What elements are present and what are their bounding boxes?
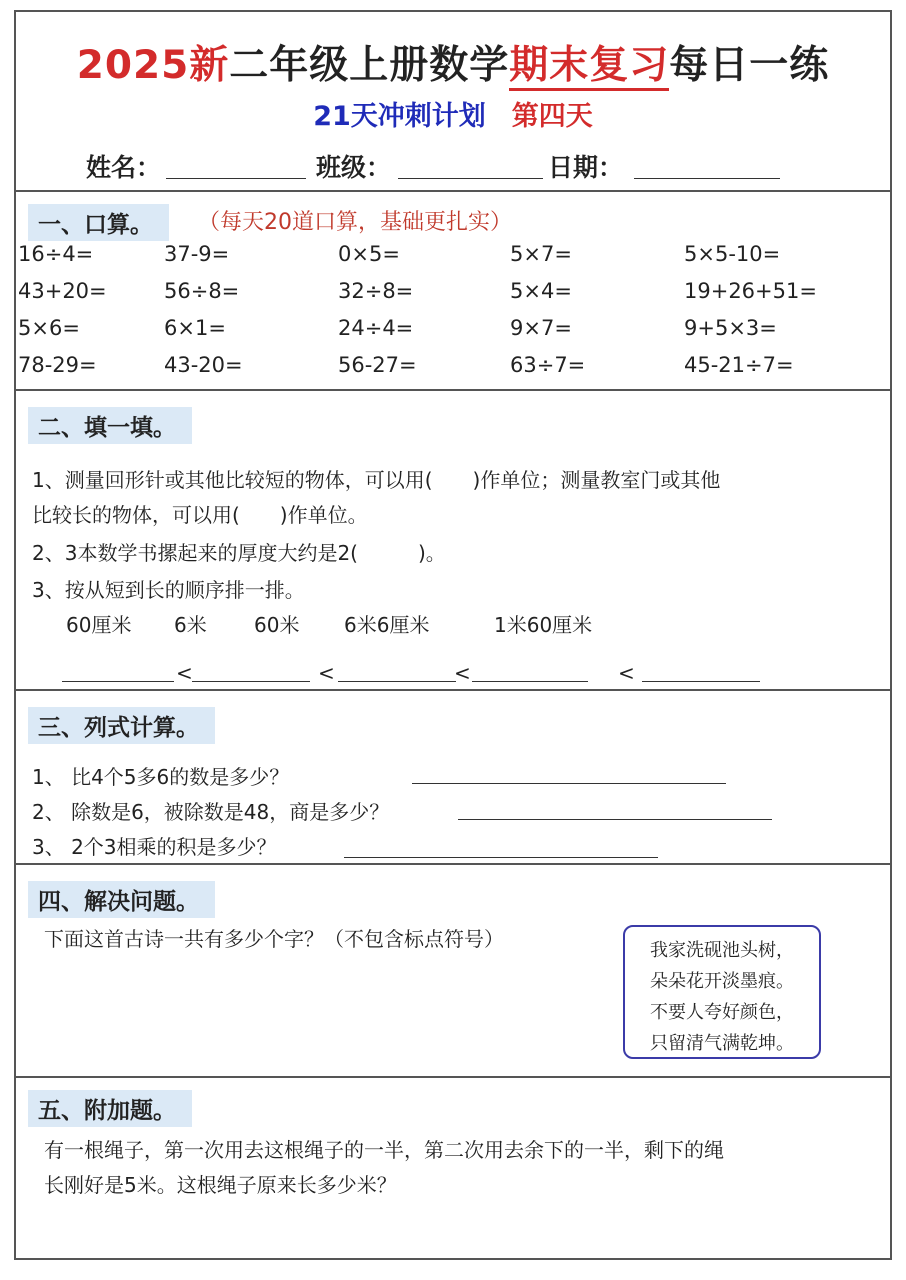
bonus-line-1: 有一根绳子，第一次用去这根绳子的一半，第二次用去余下的一半，剩下的绳 [44,1138,724,1162]
calc-item: 63÷7= [510,353,586,377]
order-blank-5[interactable] [642,681,760,682]
less-than-1: < [176,661,193,685]
calc-item: 78-29= [18,353,97,377]
q3: 3、按从短到长的顺序排一排。 [32,578,305,602]
title-highlight: 期末复习 [509,43,669,91]
item-5: 1米60厘米 [494,613,593,637]
title-end: 每日一练 [669,43,830,88]
eq-question-3: 3、 2个3相乘的积是多少？ [32,835,277,859]
section5-title: 五、附加题。 [28,1090,192,1127]
section-fill-blank [16,391,890,691]
calc-item: 5×5-10= [684,242,781,266]
problem-question: 下面这首古诗一共有多少个字？（不包含标点符号） [44,927,504,951]
section1-title: 一、口算。 [28,204,169,241]
date-label: 日期： [548,153,624,182]
subtitle-day: 第四天 [511,101,593,132]
header [16,12,890,192]
date-field[interactable] [634,178,780,179]
calc-item: 32÷8= [338,279,414,303]
calc-item: 45-21÷7= [684,353,794,377]
calc-item: 6×1= [164,316,226,340]
subtitle-plan: 21天冲刺计划 [313,101,486,132]
poem-line-4: 只留清气满乾坤。 [650,1033,794,1054]
item-1: 60厘米 [66,613,132,637]
title-year: 2025新 [76,43,230,88]
class-field[interactable] [398,178,543,179]
eq-answer-2[interactable] [458,819,772,820]
order-blank-2[interactable] [192,681,310,682]
calc-item: 43+20= [18,279,107,303]
name-label: 姓名： [86,153,162,182]
calc-item: 9×7= [510,316,572,340]
item-3: 60米 [254,613,300,637]
bonus-line-2: 长刚好是5米。这根绳子原来长多少米？ [44,1173,397,1197]
section3-title: 三、列式计算。 [28,707,215,744]
less-than-2: < [318,661,335,685]
item-2: 6米 [174,613,207,637]
order-blank-4[interactable] [472,681,588,682]
poem-line-3: 不要人夸好颜色， [650,1002,794,1023]
page-title [16,34,890,90]
calc-item: 0×5= [338,242,400,266]
section-problem-solving [16,865,890,1078]
section4-title: 四、解决问题。 [28,881,215,918]
eq-question-1: 1、 比4个5多6的数是多少？ [32,765,290,789]
calc-item: 16÷4= [18,242,94,266]
calc-item: 9+5×3= [684,316,777,340]
less-than-3: < [454,661,471,685]
worksheet-frame [14,10,892,1260]
eq-answer-1[interactable] [412,783,726,784]
subtitle [16,94,890,133]
name-field[interactable] [166,178,306,179]
calc-item: 24÷4= [338,316,414,340]
class-label: 班级： [316,153,392,182]
poem-box [623,925,821,1059]
less-than-4: < [618,661,635,685]
eq-question-2: 2、 除数是6，被除数是48，商是多少？ [32,800,390,824]
order-blank-1[interactable] [62,681,174,682]
calc-item: 37-9= [164,242,230,266]
calc-item: 43-20= [164,353,243,377]
q1-line1: 1、测量回形针或其他比较短的物体，可以用( )作单位；测量教室门或其他 [32,468,721,492]
title-mid: 二年级上册数学 [229,43,510,88]
section2-title: 二、填一填。 [28,407,192,444]
section1-note: （每天20道口算，基础更扎实） [198,210,512,235]
calc-item: 5×6= [18,316,80,340]
q1-line2: 比较长的物体，可以用( )作单位。 [32,503,368,527]
calc-item: 5×7= [510,242,572,266]
poem-line-1: 我家洗砚池头树， [650,940,794,961]
section-equations [16,691,890,865]
poem-line-2: 朵朵花开淡墨痕。 [650,971,794,992]
calc-item: 56÷8= [164,279,240,303]
calc-item: 5×4= [510,279,572,303]
item-4: 6米6厘米 [344,613,430,637]
eq-answer-3[interactable] [344,857,658,858]
calc-item: 19+26+51= [684,279,817,303]
order-blank-3[interactable] [338,681,456,682]
section-mental-math [16,190,890,391]
calc-item: 56-27= [338,353,417,377]
section-bonus [16,1078,890,1258]
q2: 2、3本数学书摞起来的厚度大约是2( )。 [32,541,446,565]
